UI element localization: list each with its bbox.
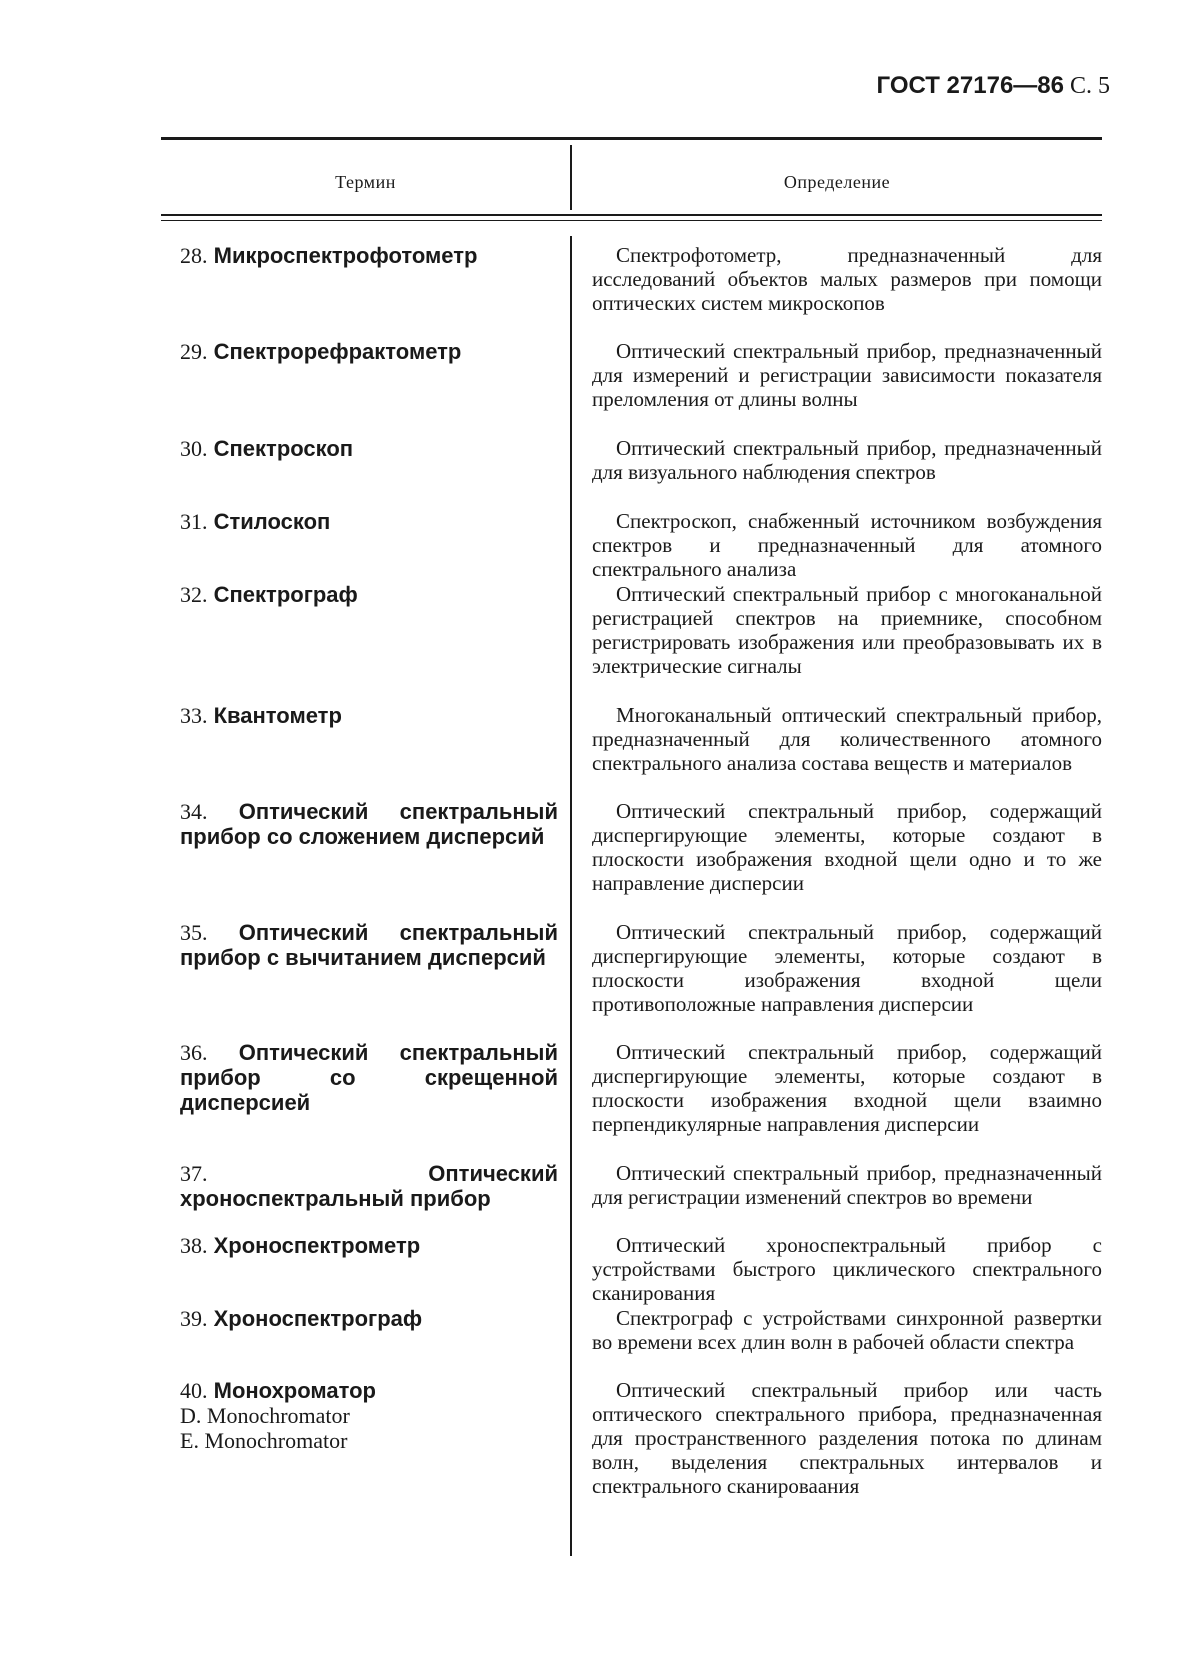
term-cell: 38. Хроноспектрометр (180, 1233, 421, 1258)
header-bottom-rule-thin (161, 220, 1102, 221)
term-cell: 31. Стилоскоп (180, 509, 331, 534)
term-cell: 39. Хроноспектрограф (180, 1306, 423, 1331)
definition-cell: Оптический спектральный прибор или часть оптического спектрального прибора, предназначенная для пространственного разделения потока по длинам волн, выделения спектральных интервалов и спектрального сканироваания (592, 1378, 1102, 1498)
definition-cell: Оптический спектральный прибор, предназначенный для визуального наблюдения спектров (592, 436, 1102, 484)
equivalent-german: D. Monochromator (180, 1403, 350, 1428)
definition-cell: Оптический спектральный прибор, содержащий диспергирующие элементы, которые создают в плоскости изображения входной щели одно и то же направление дисперсии (592, 799, 1102, 895)
term-cell: 34. Оптический спектральный прибор со сложением дисперсий (180, 799, 558, 849)
column-divider (570, 236, 572, 1556)
term-cell: 30. Спектроскоп (180, 436, 354, 461)
column-header-definition: Определение (783, 172, 891, 192)
term-cell: 36. Оптический спектральный прибор со скрещенной дисперсией (180, 1040, 558, 1115)
definition-cell: Спектроскоп, снабженный источником возбуждения спектров и предназначенный для атомного спектрального анализа (592, 509, 1102, 581)
page-number: С. 5 (1069, 73, 1110, 99)
definition-cell: Оптический спектральный прибор с многоканальной регистрацией спектров на приемнике, способном регистрировать изображения или преобразовывать их в электрические сигналы (592, 582, 1102, 678)
term-cell: 29. Спектрорефрактометр (180, 339, 462, 364)
definition-cell: Оптический хроноспектральный прибор с устройствами быстрого циклического спектрального сканирования (592, 1233, 1102, 1305)
definition-cell: Спектрофотометр, предназначенный для исследований объектов малых размеров при помощи оптических систем микроскопов (592, 243, 1102, 315)
table-top-rule (161, 137, 1102, 140)
header-bottom-rule (161, 214, 1102, 216)
definition-cell: Оптический спектральный прибор, содержащий диспергирующие элементы, которые создают в плоскости изображения входной щели противоположные направления дисперсии (592, 920, 1102, 1016)
standard-number: ГОСТ 27176—86 (876, 72, 1064, 99)
term-cell: 40. Монохроматор D. Monochromator E. Monochromator (180, 1378, 558, 1453)
column-header-term: Термин (335, 172, 396, 192)
page-header (860, 72, 1110, 100)
definition-cell: Многоканальный оптический спектральный прибор, предназначенный для количественного атомного спектрального анализа состава веществ и материалов (592, 703, 1102, 775)
term-cell: 35. Оптический спектральный прибор с вычитанием дисперсий (180, 920, 558, 970)
definition-cell: Оптический спектральный прибор, предназначенный для измерений и регистрации зависимости показателя преломления от длины волны (592, 339, 1102, 411)
term-cell: 37. Оптический хроноспектральный прибор (180, 1161, 558, 1211)
term-cell: 28. Микроспектрофотометр (180, 243, 478, 268)
term-cell: 32. Спектрограф (180, 582, 358, 607)
equivalent-english: E. Monochromator (180, 1428, 348, 1453)
term-cell: 33. Квантометр (180, 703, 342, 728)
definition-cell: Спектрограф с устройствами синхронной развертки во времени всех длин волн в рабочей области спектра (592, 1306, 1102, 1354)
definition-cell: Оптический спектральный прибор, содержащий диспергирующие элементы, которые создают в плоскости изображения входной щели взаимно перпендикулярные направления дисперсии (592, 1040, 1102, 1136)
definition-cell: Оптический спектральный прибор, предназначенный для регистрации изменений спектров во времени (592, 1161, 1102, 1209)
